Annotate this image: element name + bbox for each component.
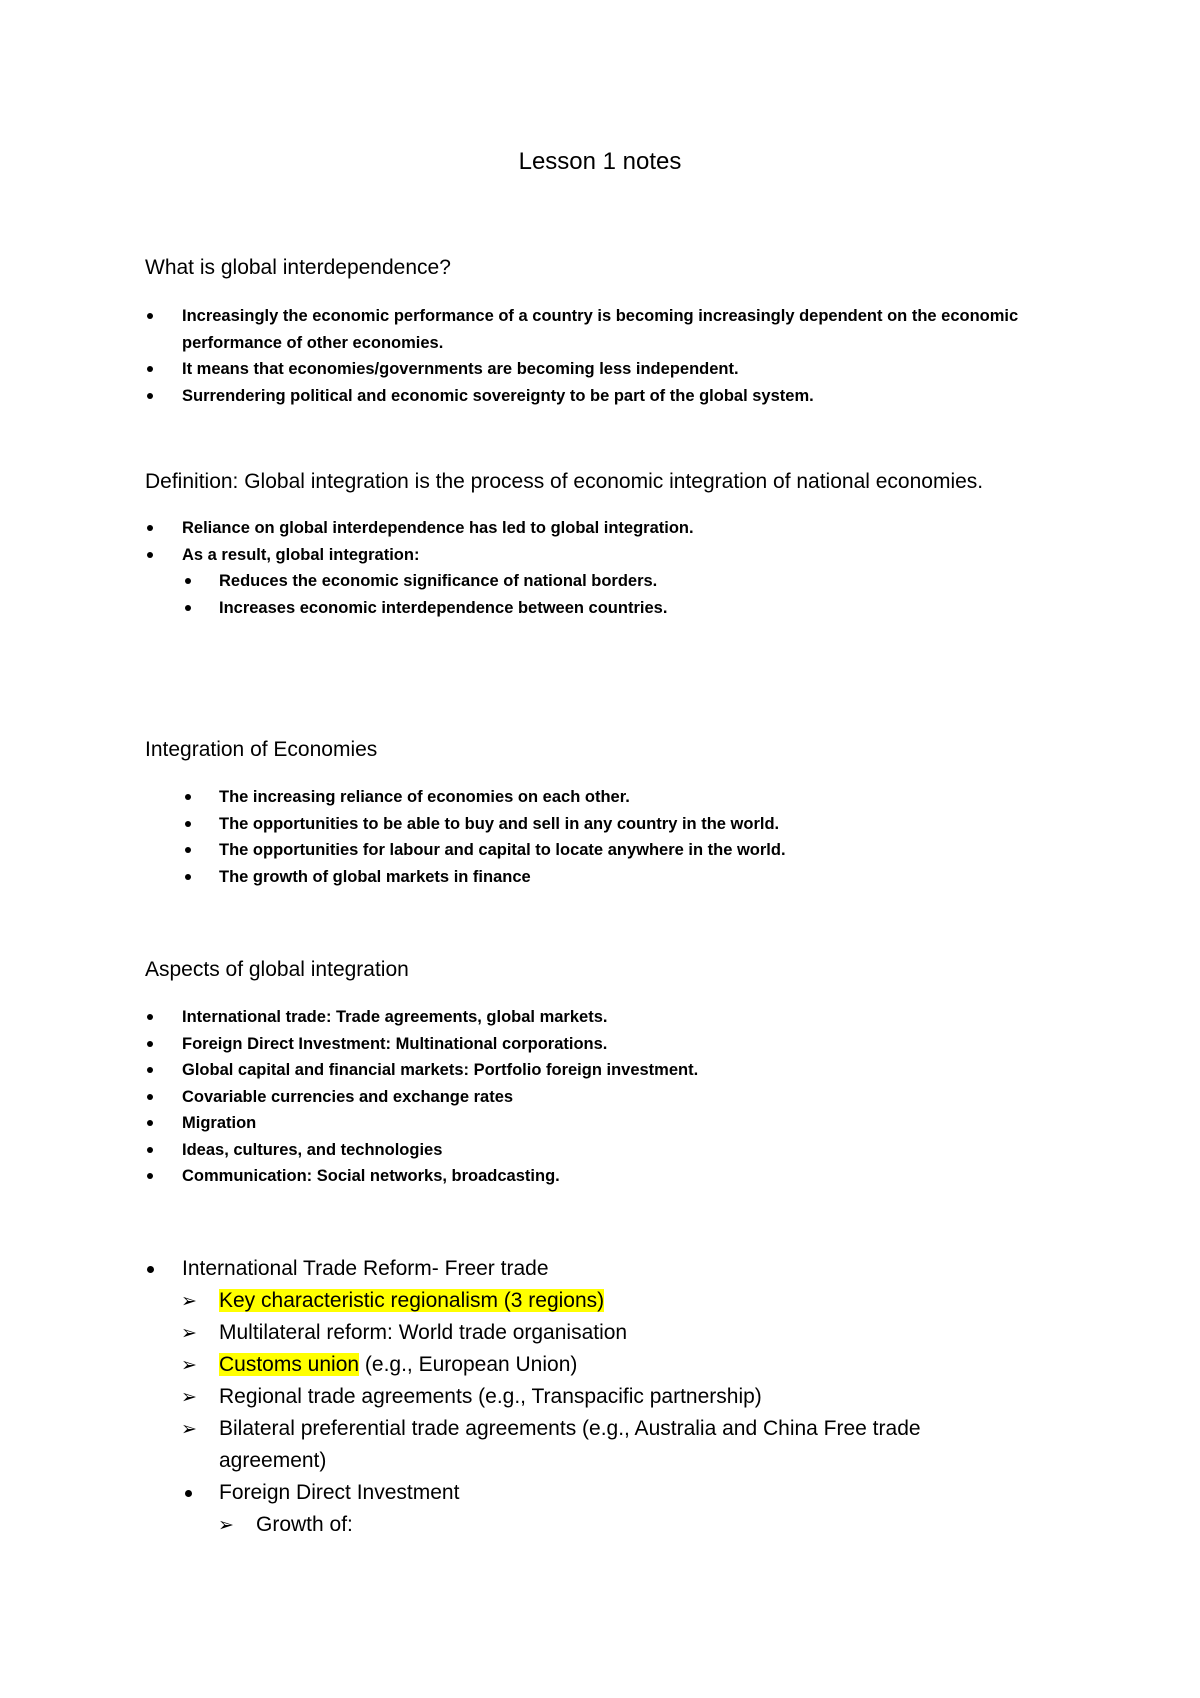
heading-global-interdependence: What is global interdependence? [145,256,451,279]
list-item: Reliance on global interdependence has led to global integration. [0,515,1200,542]
arrow-bullet-icon: ➢ [181,1386,197,1408]
bullet-icon [185,605,191,611]
list-global-integration [0,515,1200,621]
heading-aspects-of-global-integration: Aspects of global integration [145,958,409,981]
arrow-list-item: ➢ Growth of: [0,1509,1200,1541]
arrow-list-item: ➢ Bilateral preferential trade agreements (e.g., Australia and China Free trade agreement) [0,1413,1200,1477]
bullet-icon [147,366,153,372]
bullet-icon [185,794,191,800]
list-item: Global capital and financial markets: Portfolio foreign investment. [0,1057,1200,1084]
list-item: As a result, global integration: [0,542,1200,569]
list-item: Communication: Social networks, broadcasting. [0,1163,1200,1190]
arrow-list-item: ➢ Multilateral reform: World trade organisation [0,1317,1200,1349]
bullet-icon [185,1490,192,1497]
bullet-icon [147,1266,154,1273]
list-item: The growth of global markets in finance [0,864,1200,891]
highlighted-text: Key characteristic regionalism (3 regions) [219,1289,605,1312]
heading-definition: Definition: Global integration is the process of economic integration of national economies. [145,470,984,493]
bullet-icon [147,1147,153,1153]
arrow-bullet-icon: ➢ [181,1354,197,1376]
bullet-icon [147,313,153,319]
list-aspects [0,1004,1200,1190]
list-item: Surrendering political and economic sovereignty to be part of the global system. [0,383,1200,410]
sub-list-item: Foreign Direct Investment [0,1477,1200,1509]
list-item: The opportunities to be able to buy and sell in any country in the world. [0,811,1200,838]
bullet-icon [147,1067,153,1073]
heading-integration-of-economies: Integration of Economies [145,738,378,761]
list-integration-of-economies [0,784,1200,890]
arrow-list-item [0,1285,1200,1317]
bullet-icon [147,393,153,399]
list-item: Migration [0,1110,1200,1137]
arrow-list-item: ➢ Customs union (e.g., European Union) [0,1349,1200,1381]
bullet-icon [147,1173,153,1179]
document-title: Lesson 1 notes [518,148,682,175]
list-item: Ideas, cultures, and technologies [0,1137,1200,1164]
list-item: It means that economies/governments are becoming less independent. [0,356,1200,383]
list-item: Foreign Direct Investment: Multinational corporations. [0,1031,1200,1058]
bullet-icon [147,525,153,531]
list-trade-reform [0,1253,1200,1541]
arrow-bullet-icon: ➢ [218,1514,234,1536]
arrow-bullet-icon: ➢ [181,1290,197,1312]
bullet-icon [185,821,191,827]
bullet-icon [147,1041,153,1047]
arrow-bullet-icon: ➢ [181,1418,197,1440]
highlighted-text: Customs union [219,1353,360,1376]
list-global-interdependence [0,303,1200,409]
bullet-icon [147,1120,153,1126]
list-item: International trade: Trade agreements, global markets. [0,1004,1200,1031]
bullet-icon [147,552,153,558]
list-item: The increasing reliance of economies on each other. [0,784,1200,811]
list-item: The opportunities for labour and capital to locate anywhere in the world. [0,837,1200,864]
arrow-bullet-icon: ➢ [181,1322,197,1344]
sub-list-item: Increases economic interdependence between countries. [0,595,1200,622]
bullet-icon [185,847,191,853]
list-item: International Trade Reform- Freer trade [0,1253,1200,1285]
bullet-icon [147,1014,153,1020]
bullet-icon [185,874,191,880]
bullet-icon [147,1094,153,1100]
arrow-list-item: ➢ Regional trade agreements (e.g., Transpacific partnership) [0,1381,1200,1413]
list-item: Increasingly the economic performance of a country is becoming increasingly dependent on the economic performance of other economies. [0,303,1200,356]
sub-list-item: Reduces the economic significance of national borders. [0,568,1200,595]
bullet-icon [185,578,191,584]
list-item: Covariable currencies and exchange rates [0,1084,1200,1111]
